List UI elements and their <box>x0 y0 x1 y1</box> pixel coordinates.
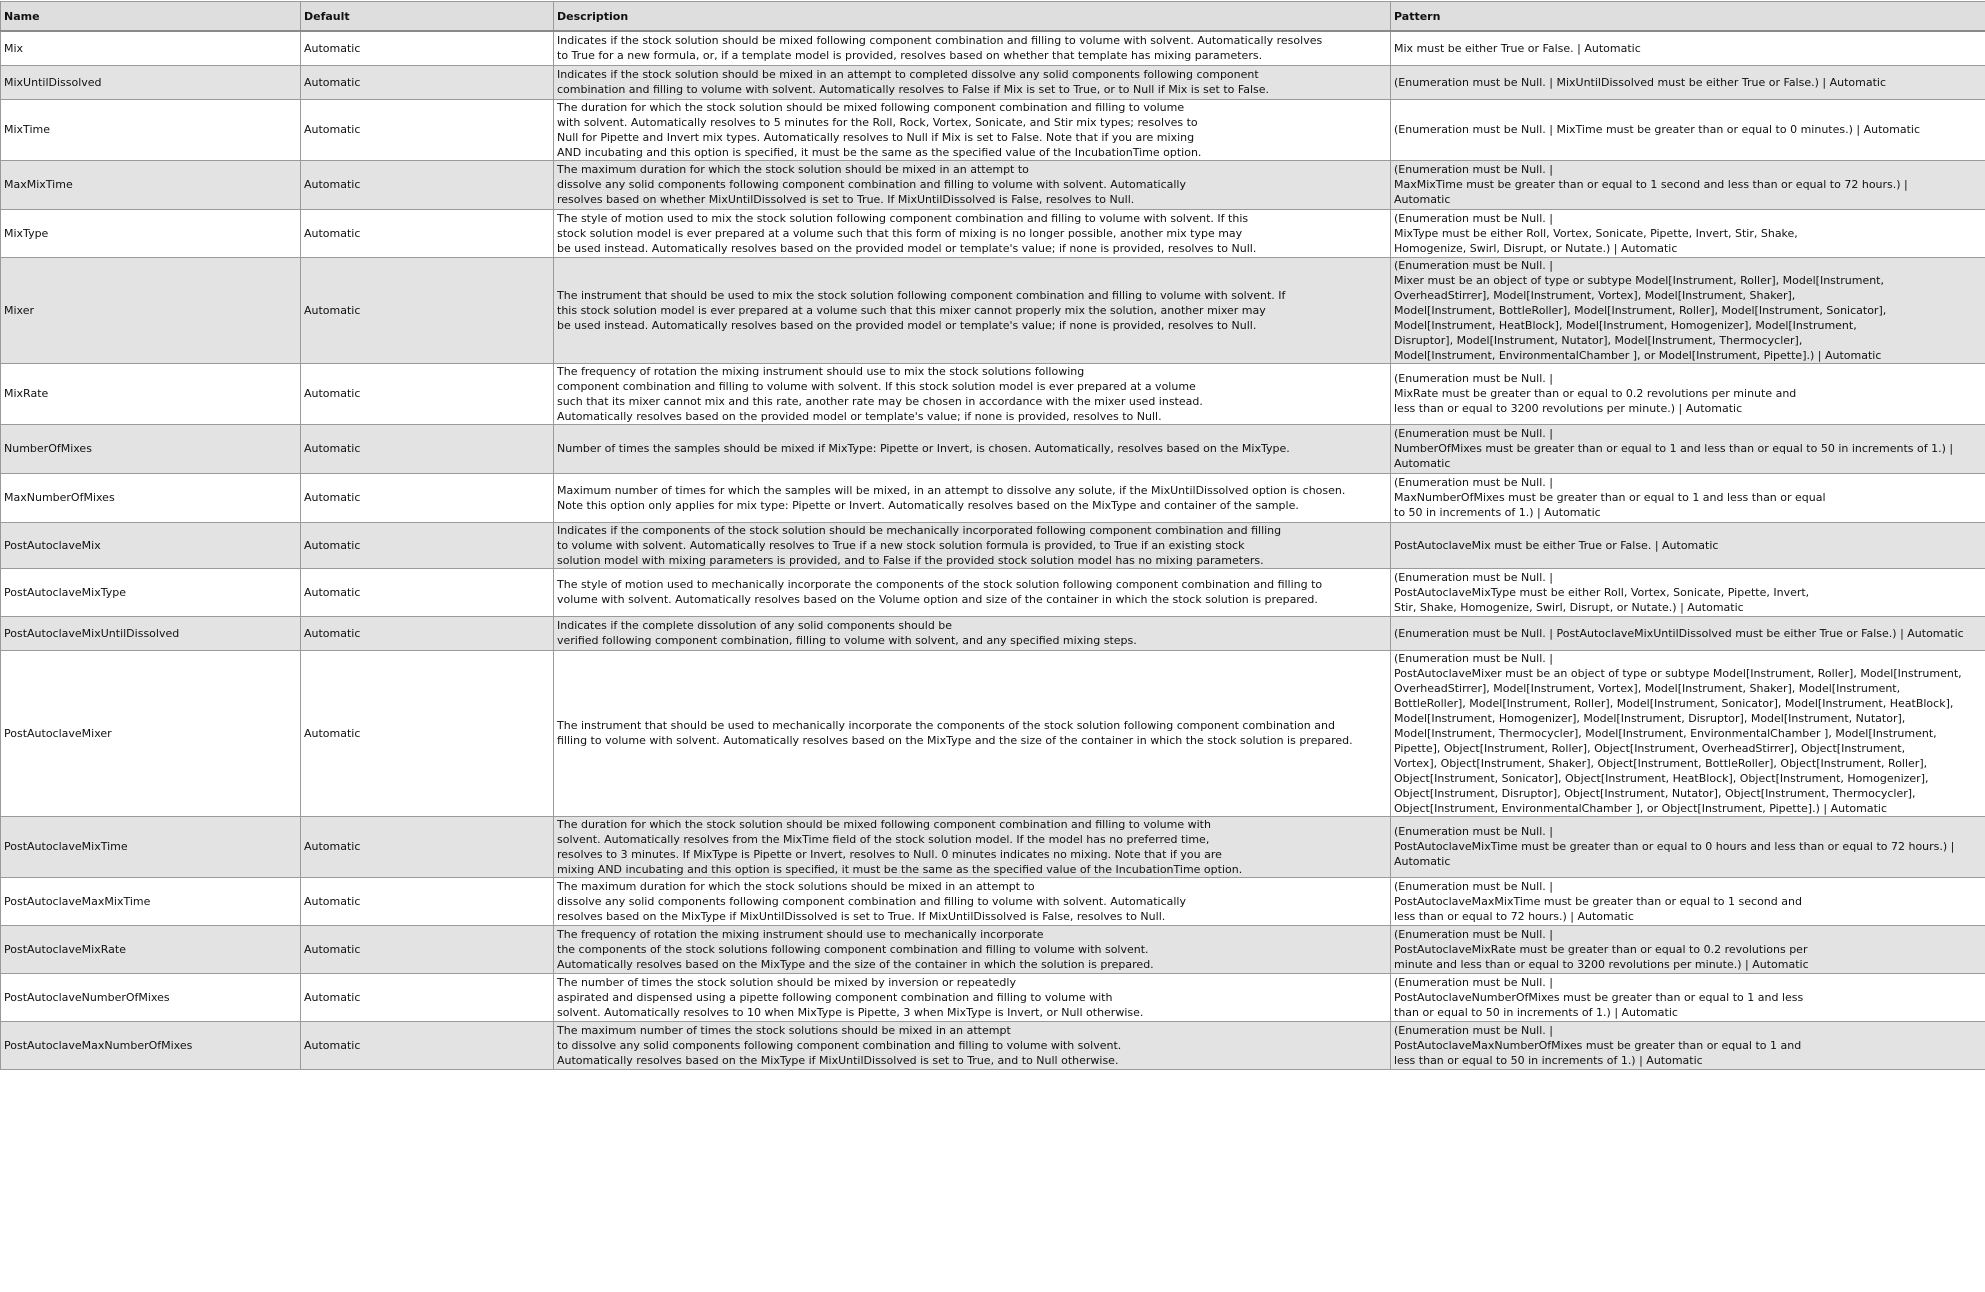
cell-name: PostAutoclaveMaxNumberOfMixes <box>1 1021 301 1069</box>
cell-pattern: Mix must be either True or False. | Automatic <box>1391 31 1985 65</box>
header-description: Description <box>554 2 1391 32</box>
table-row <box>1 209 1985 257</box>
table-row <box>1 650 1985 816</box>
cell-description: The style of motion used to mechanically incorporate the components of the stock solution following component combination and filling to volume with solvent. Automatically resolves based on the Volume option and size of the container in which the stock solution is prepared. <box>554 568 1391 616</box>
cell-description: The instrument that should be used to mechanically incorporate the components of the stock solution following component combination and filling to volume with solvent. Automatically resolves based on the MixType and the size of the container in which the stock solution is prepared. <box>554 650 1391 816</box>
cell-default: Automatic <box>301 363 554 424</box>
cell-description: The duration for which the stock solution should be mixed following component combination and filling to volume with solvent. Automatically resolves from the MixTime field of the stock solution model. If the model has no preferred time, resolves to 3 minutes. If MixType is Pipette or Invert, resolves to Null. 0 minutes indicates no mixing. Note that if you are mixing AND incubating and this option is specified, it must be the same as the specified value of the IncubationTime option. <box>554 816 1391 877</box>
cell-pattern: PostAutoclaveMix must be either True or False. | Automatic <box>1391 522 1985 568</box>
cell-name: PostAutoclaveMixUntilDissolved <box>1 616 301 650</box>
cell-name: PostAutoclaveMixRate <box>1 925 301 973</box>
cell-name: MixUntilDissolved <box>1 65 301 99</box>
cell-name: Mixer <box>1 257 301 363</box>
header-default: Default <box>301 2 554 32</box>
cell-default: Automatic <box>301 650 554 816</box>
table-row <box>1 1021 1985 1069</box>
cell-description: The maximum duration for which the stock solution should be mixed in an attempt to dissolve any solid components following component combination and filling to volume with solvent. Automatically resolves based on whether MixUntilDissolved is set to True. If MixUntilDissolved is False, resolves to Null. <box>554 160 1391 209</box>
cell-description: The duration for which the stock solution should be mixed following component combination and filling to volume with solvent. Automatically resolves to 5 minutes for the Roll, Rock, Vortex, Sonicate, and Stir mix types; resolves to Null for Pipette and Invert mix types. Automatically resolves to Null if Mix is set to False. Note that if you are mixing AND incubating and this option is specified, it must be the same as the specified value of the IncubationTime option. <box>554 99 1391 160</box>
cell-default: Automatic <box>301 99 554 160</box>
cell-description: The instrument that should be used to mix the stock solution following component combination and filling to volume with solvent. If this stock solution model is ever prepared at a volume such that this mixer cannot properly mix the solution, another mixer may be used instead. Automatically resolves based on the provided model or template's value; if none is provided, resolves to Null. <box>554 257 1391 363</box>
table-row <box>1 65 1985 99</box>
cell-description: Number of times the samples should be mixed if MixType: Pipette or Invert, is chosen. Automatically, resolves based on the MixType. <box>554 424 1391 473</box>
cell-pattern: (Enumeration must be Null. | PostAutoclaveMaxNumberOfMixes must be greater than or equal to 1 and less than or equal to 50 in increments of 1.) | Automatic <box>1391 1021 1985 1069</box>
cell-default: Automatic <box>301 424 554 473</box>
cell-description: The number of times the stock solution should be mixed by inversion or repeatedly aspirated and dispensed using a pipette following component combination and filling to volume with solvent. Automatically resolves to 10 when MixType is Pipette, 3 when MixType is Invert, or Null otherwise. <box>554 973 1391 1021</box>
cell-pattern: (Enumeration must be Null. | PostAutoclaveMixRate must be greater than or equal to 0.2 revolutions per minute and less than or equal to 3200 revolutions per minute.) | Automatic <box>1391 925 1985 973</box>
cell-pattern: (Enumeration must be Null. | PostAutoclaveMaxMixTime must be greater than or equal to 1 second and less than or equal to 72 hours.) | Automatic <box>1391 877 1985 925</box>
cell-pattern: (Enumeration must be Null. | MixType must be either Roll, Vortex, Sonicate, Pipette, Invert, Stir, Shake, Homogenize, Swirl, Disrupt, or Nutate.) | Automatic <box>1391 209 1985 257</box>
cell-pattern: (Enumeration must be Null. | PostAutoclaveMixTime must be greater than or equal to 0 hours and less than or equal to 72 hours.) | Automatic <box>1391 816 1985 877</box>
cell-default: Automatic <box>301 925 554 973</box>
cell-default: Automatic <box>301 65 554 99</box>
cell-default: Automatic <box>301 1021 554 1069</box>
table-row <box>1 31 1985 65</box>
header-pattern: Pattern <box>1391 2 1985 32</box>
cell-name: PostAutoclaveMixer <box>1 650 301 816</box>
cell-pattern: (Enumeration must be Null. | MixUntilDissolved must be either True or False.) | Automatic <box>1391 65 1985 99</box>
cell-description: The style of motion used to mix the stock solution following component combination and filling to volume with solvent. If this stock solution model is ever prepared at a volume such that this form of mixing is no longer possible, another mix type may be used instead. Automatically resolves based on the provided model or template's value; if none is provided, resolves to Null. <box>554 209 1391 257</box>
table-row <box>1 257 1985 363</box>
cell-description: Indicates if the complete dissolution of any solid components should be verified following component combination, filling to volume with solvent, and any specified mixing steps. <box>554 616 1391 650</box>
header-name: Name <box>1 2 301 32</box>
cell-pattern: (Enumeration must be Null. | Mixer must be an object of type or subtype Model[Instrument, Roller], Model[Instrument, OverheadStirrer], Model[Instrument, Vortex], Model[Instrument, Shaker], Model[Instrument, BottleRoller], Model[Instrument, Roller], Model[Instrument, Sonicator], Model[Instrument, HeatBlock], Model[Instrument, Homogenizer], Model[Instrument, Disruptor], Model[Instrument, Nutator], Model[Instrument, Thermocycler], Model[Instrument, EnvironmentalChamber ], or Model[Instrument, Pipette].) | Automatic <box>1391 257 1985 363</box>
cell-pattern: (Enumeration must be Null. | PostAutoclaveNumberOfMixes must be greater than or equal to 1 and less than or equal to 50 in increments of 1.) | Automatic <box>1391 973 1985 1021</box>
table-row <box>1 925 1985 973</box>
table-row <box>1 973 1985 1021</box>
cell-name: MaxNumberOfMixes <box>1 473 301 522</box>
cell-pattern: (Enumeration must be Null. | MixRate must be greater than or equal to 0.2 revolutions per minute and less than or equal to 3200 revolutions per minute.) | Automatic <box>1391 363 1985 424</box>
table-row <box>1 816 1985 877</box>
cell-description: Indicates if the stock solution should be mixed in an attempt to completed dissolve any solid components following component combination and filling to volume with solvent. Automatically resolves to False if Mix is set to True, or to Null if Mix is set to False. <box>554 65 1391 99</box>
cell-pattern: (Enumeration must be Null. | PostAutoclaveMixType must be either Roll, Vortex, Sonicate, Pipette, Invert, Stir, Shake, Homogenize, Swirl, Disrupt, or Nutate.) | Automatic <box>1391 568 1985 616</box>
table-row <box>1 160 1985 209</box>
cell-name: PostAutoclaveMaxMixTime <box>1 877 301 925</box>
cell-default: Automatic <box>301 257 554 363</box>
cell-name: NumberOfMixes <box>1 424 301 473</box>
cell-description: The maximum number of times the stock solutions should be mixed in an attempt to dissolve any solid components following component combination and filling to volume with solvent. Automatically resolves based on the MixType if MixUntilDissolved is set to True, and to Null otherwise. <box>554 1021 1391 1069</box>
cell-pattern: (Enumeration must be Null. | MixTime must be greater than or equal to 0 minutes.) | Automatic <box>1391 99 1985 160</box>
cell-description: The frequency of rotation the mixing instrument should use to mix the stock solutions following component combination and filling to volume with solvent. If this stock solution model is ever prepared at a volume such that its mixer cannot mix and this rate, another rate may be chosen in accordance with the mixer used instead. Automatically resolves based on the provided model or template's value; if none is provided, resolves to Null. <box>554 363 1391 424</box>
cell-name: Mix <box>1 31 301 65</box>
table-row <box>1 99 1985 160</box>
cell-name: MixType <box>1 209 301 257</box>
table-row <box>1 424 1985 473</box>
table-header <box>1 2 1985 32</box>
cell-description: Indicates if the stock solution should be mixed following component combination and filling to volume with solvent. Automatically resolves to True for a new formula, or, if a template model is provided, resolves based on whether that template has mixing parameters. <box>554 31 1391 65</box>
cell-name: MixTime <box>1 99 301 160</box>
cell-pattern: (Enumeration must be Null. | PostAutoclaveMixer must be an object of type or subtype Model[Instrument, Roller], Model[Instrument, OverheadStirrer], Model[Instrument, Vortex], Model[Instrument, Shaker], Model[Instrument, BottleRoller], Model[Instrument, Roller], Model[Instrument, Sonicator], Model[Instrument, HeatBlock], Model[Instrument, Homogenizer], Model[Instrument, Disruptor], Model[Instrument, Nutator], Model[Instrument, Thermocycler], Model[Instrument, EnvironmentalChamber ], Model[Instrument, Pipette], Object[Instrument, Roller], Object[Instrument, OverheadStirrer], Object[Instrument, Vortex], Object[Instrument, Shaker], Object[Instrument, BottleRoller], Object[Instrument, Roller], Object[Instrument, Sonicator], Object[Instrument, HeatBlock], Object[Instrument, Homogenizer], Object[Instrument, Disruptor], Object[Instrument, Nutator], Object[Instrument, Thermocycler], Object[Instrument, EnvironmentalChamber ], or Object[Instrument, Pipette].) | Automatic <box>1391 650 1985 816</box>
table-row <box>1 568 1985 616</box>
cell-default: Automatic <box>301 877 554 925</box>
cell-name: PostAutoclaveMix <box>1 522 301 568</box>
cell-default: Automatic <box>301 31 554 65</box>
header-row <box>1 2 1985 32</box>
cell-description: Maximum number of times for which the samples will be mixed, in an attempt to dissolve any solute, if the MixUntilDissolved option is chosen. Note this option only applies for mix type: Pipette or Invert. Automatically resolves based on the MixType and container of the sample. <box>554 473 1391 522</box>
cell-default: Automatic <box>301 160 554 209</box>
cell-description: The frequency of rotation the mixing instrument should use to mechanically incorporate the components of the stock solutions following component combination and filling to volume with solvent. Automatically resolves based on the MixType and the size of the container in which the solution is prepared. <box>554 925 1391 973</box>
table-row <box>1 473 1985 522</box>
table-row <box>1 363 1985 424</box>
cell-pattern: (Enumeration must be Null. | NumberOfMixes must be greater than or equal to 1 and less than or equal to 50 in increments of 1.) | Automatic <box>1391 424 1985 473</box>
cell-default: Automatic <box>301 473 554 522</box>
cell-name: PostAutoclaveMixType <box>1 568 301 616</box>
cell-default: Automatic <box>301 973 554 1021</box>
cell-default: Automatic <box>301 616 554 650</box>
cell-description: Indicates if the components of the stock solution should be mechanically incorporated following component combination and filling to volume with solvent. Automatically resolves to True if a new stock solution formula is provided, to True if an existing stock solution model with mixing parameters is provided, and to False if the provided stock solution model has no mixing parameters. <box>554 522 1391 568</box>
cell-name: MixRate <box>1 363 301 424</box>
cell-default: Automatic <box>301 568 554 616</box>
cell-pattern: (Enumeration must be Null. | MaxMixTime must be greater than or equal to 1 second and less than or equal to 72 hours.) | Automatic <box>1391 160 1985 209</box>
cell-default: Automatic <box>301 522 554 568</box>
table-row <box>1 877 1985 925</box>
table-row <box>1 522 1985 568</box>
table-body <box>1 31 1985 1069</box>
cell-default: Automatic <box>301 816 554 877</box>
cell-name: PostAutoclaveMixTime <box>1 816 301 877</box>
options-table <box>0 1 1985 1070</box>
cell-name: PostAutoclaveNumberOfMixes <box>1 973 301 1021</box>
cell-description: The maximum duration for which the stock solutions should be mixed in an attempt to dissolve any solid components following component combination and filling to volume with solvent. Automatically resolves based on the MixType if MixUntilDissolved is set to True. If MixUntilDissolved is False, resolves to Null. <box>554 877 1391 925</box>
cell-name: MaxMixTime <box>1 160 301 209</box>
cell-pattern: (Enumeration must be Null. | MaxNumberOfMixes must be greater than or equal to 1 and less than or equal to 50 in increments of 1.) | Automatic <box>1391 473 1985 522</box>
cell-default: Automatic <box>301 209 554 257</box>
cell-pattern: (Enumeration must be Null. | PostAutoclaveMixUntilDissolved must be either True or False.) | Automatic <box>1391 616 1985 650</box>
table-row <box>1 616 1985 650</box>
